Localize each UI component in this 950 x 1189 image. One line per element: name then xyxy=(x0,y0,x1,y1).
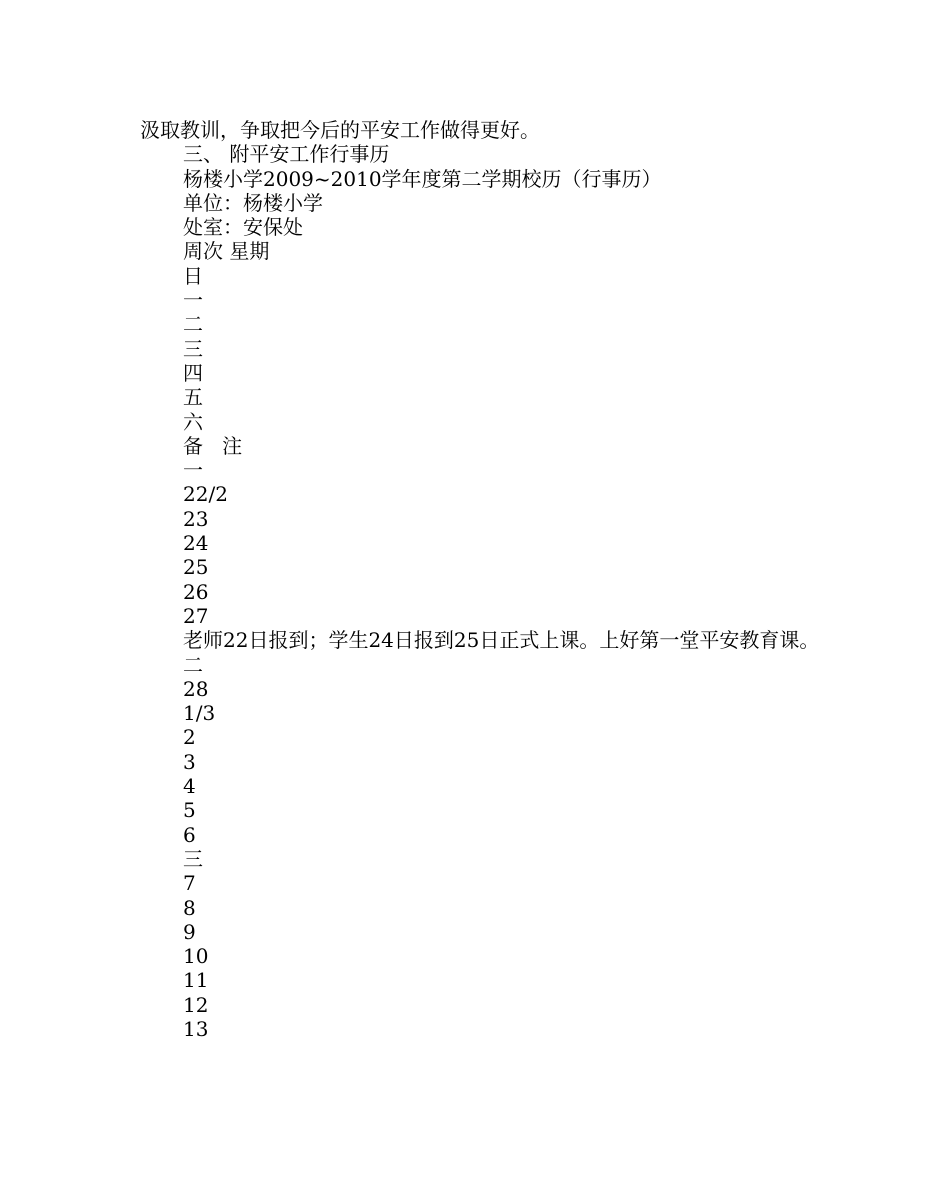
date-cell: 8 xyxy=(183,895,196,920)
date-cell: 25 xyxy=(183,555,209,580)
week-number: 三 xyxy=(183,846,203,871)
date-cell: 23 xyxy=(183,506,209,531)
date-cell: 7 xyxy=(183,871,196,896)
paragraph-line: 汲取教训，争取把今后的平安工作做得更好。 xyxy=(140,118,540,142)
date-cell: 2 xyxy=(183,725,196,750)
office-line: 处室：安保处 xyxy=(183,215,303,240)
calendar-title: 杨楼小学2009~2010学年度第二学期校历（行事历） xyxy=(183,166,662,191)
date-cell: 12 xyxy=(183,992,209,1017)
date-cell: 3 xyxy=(183,749,196,774)
remarks-cell: 老师22日报到；学生24日报到25日正式上课。上好第一堂平安教育课。 xyxy=(183,628,820,653)
column-header-saturday: 六 xyxy=(183,409,203,434)
date-cell: 13 xyxy=(183,1016,209,1041)
column-header-week-day: 周次 星期 xyxy=(183,239,270,264)
date-cell: 24 xyxy=(183,531,209,556)
date-cell: 28 xyxy=(183,676,209,701)
column-header-remarks: 备 注 xyxy=(183,433,243,458)
date-cell: 11 xyxy=(183,968,209,993)
column-header-tuesday: 二 xyxy=(183,312,203,337)
week-number: 二 xyxy=(183,652,203,677)
date-cell: 22/2 xyxy=(183,482,228,507)
column-header-friday: 五 xyxy=(183,385,203,410)
section-heading: 三、 附平安工作行事历 xyxy=(183,142,390,167)
date-cell: 10 xyxy=(183,944,209,969)
column-header-monday: 一 xyxy=(183,288,203,313)
document-body xyxy=(140,118,820,1041)
date-cell: 5 xyxy=(183,798,196,823)
date-cell: 1/3 xyxy=(183,701,216,726)
date-cell: 27 xyxy=(183,603,209,628)
column-header-sunday: 日 xyxy=(183,263,203,288)
date-cell: 6 xyxy=(183,822,196,847)
date-cell: 26 xyxy=(183,579,209,604)
date-cell: 4 xyxy=(183,774,196,799)
date-cell: 9 xyxy=(183,919,196,944)
week-number: 一 xyxy=(183,458,203,483)
column-header-thursday: 四 xyxy=(183,360,203,385)
unit-line: 单位：杨楼小学 xyxy=(183,190,323,215)
column-header-wednesday: 三 xyxy=(183,336,203,361)
